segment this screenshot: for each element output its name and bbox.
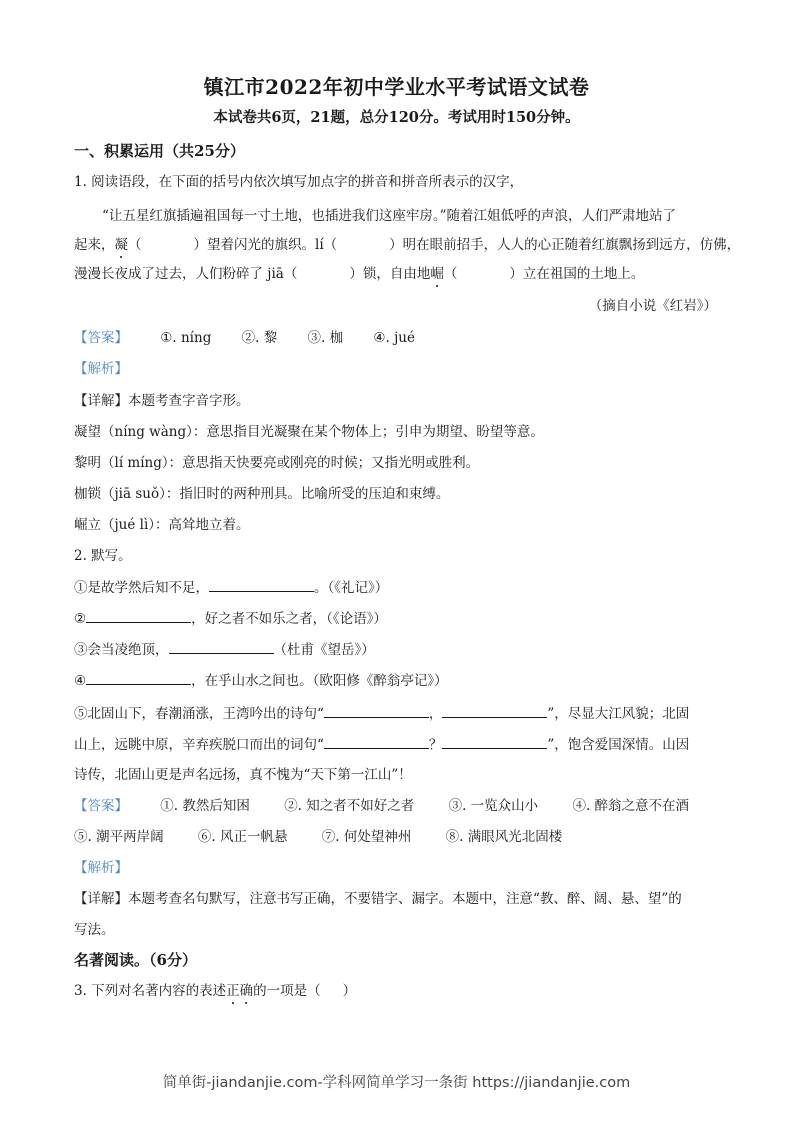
text-segment: ①是故学然后知不足， [74,580,209,596]
answer-label: 【答案】 [74,798,128,814]
footer-watermark: 简单街-jiandanjie.com-学科网简单学习一条街 https://jiandanjie.com [162,1075,631,1091]
answer-item: ③. 一览众山小 [448,798,539,814]
q2-answer-row-2 [74,828,562,846]
q2-prompt: 2. 默写。 [74,548,132,564]
page-subtitle: 本试卷共6页，21题，总分120分。考试用时150分钟。 [213,109,580,126]
analysis-label: 【解析】 [74,361,128,377]
dotted-char: 崛 [430,266,444,282]
answer-item: ②. 黎 [241,330,278,346]
answer-item: ①. 教然后知困 [160,798,250,814]
q1-explanation: 枷锁（jiā suǒ）：指旧时的两种刑具。比喻所受的压迫和束缚。 [74,486,450,502]
q2-item-4 [74,671,448,690]
text-segment: ④ [74,673,87,689]
q1-passage-line-1: “让五星红旗插遍祖国每一寸土地，也插进我们这座牢房。”随着江姐低呼的声浪，人们严肃地站了 [102,208,677,224]
q1-source: （摘自小说《红岩》） [588,298,717,314]
q2-answer-row-1 [74,797,689,815]
text-segment: 山上，远眺中原，辛弃疾脱口而出的词句“ [74,737,324,753]
answer-item: ⑧. 满眼风光北固楼 [445,829,563,845]
text-segment: （ [443,266,458,282]
q1-answer-row [74,329,441,347]
fill-blank[interactable] [209,578,314,592]
answer-item: ⑦. 何处望神州 [321,829,412,845]
fill-blank[interactable] [169,640,274,654]
text-segment: ，好之者不如乐之者，（《论语》） [191,611,387,627]
q1-passage-line-2 [74,236,740,254]
fill-blank[interactable] [442,704,547,718]
text-segment: ”，尽显大江风貌；北固 [547,706,690,722]
text-segment: ）锁，自由地 [349,266,431,282]
q2-item-5-line-3: 诗传，北固山更是声名远扬，真不愧为“天下第一江山”！ [74,767,412,783]
dotted-char: 凝 [114,237,128,253]
q1-prompt: 1. 阅读语段，在下面的括号内依次填写加点字的拼音和拼音所表示的汉字， [74,174,524,190]
text-segment: 的一项是（ [253,983,321,999]
text-segment: 起来， [74,237,115,253]
analysis-label: 【解析】 [74,860,128,876]
q2-item-1 [74,578,388,597]
q1-passage-line-3 [74,265,644,283]
text-segment: ，在乎山水之间也。（欧阳修《醉翁亭记》） [191,673,448,689]
q2-item-3 [74,640,375,659]
fill-blank[interactable] [324,735,429,749]
section-heading-2: 名著阅读。（6分） [74,951,197,969]
text-segment: ② [74,611,87,627]
q1-explanation: 崛立（jué lì）：高耸地立着。 [74,517,250,533]
q2-detail-line-1: 【详解】本题考查名句默写，注意书写正确，不要错字、漏字。本题中，注意“教、醉、阔、悬、望”的 [74,891,682,907]
fill-blank[interactable] [86,609,191,623]
text-segment: ， [428,706,443,722]
answer-item: ②. 知之者不如好之者 [284,798,415,814]
text-segment: ？ [428,737,443,753]
text-segment: ）立在祖国的土地上。 [509,266,645,282]
section-heading-1: 一、积累运用（共25分） [74,142,245,160]
text-segment: ③会当凌绝顶， [74,642,169,658]
q2-item-5-line-2 [74,735,689,754]
q2-detail-line-2: 写法。 [74,922,115,938]
q1-detail: 【详解】本题考查字音字形。 [74,393,250,409]
answer-item: ③. 枷 [307,330,344,346]
text-segment: ）明在眼前招手，人人的心正随着红旗飘扬到远方，仿佛， [389,237,741,253]
answer-item: ⑤. 潮平两岸阔 [74,829,164,845]
q1-explanation: 黎明（lí míng）：意思指天快要亮或刚亮的时候；又指光明或胜利。 [74,455,480,471]
text-segment: 。（《礼记》） [314,580,389,596]
q2-item-5-line-1 [74,704,689,723]
text-segment: ⑤北固山下，春潮涌涨，王湾吟出的诗句“ [74,706,324,722]
text-segment: ） [342,983,357,999]
text-segment: ）望着闪光的旗织。lí（ [193,237,338,253]
page-title: 镇江市2022年初中学业水平考试语文试卷 [203,75,590,99]
fill-blank[interactable] [324,704,429,718]
text-segment: 漫漫长夜成了过去，人们粉碎了 jiā（ [74,266,298,282]
answer-item: ④. jué [373,330,415,346]
q2-item-2 [74,609,387,628]
q1-explanation: 凝望（níng wàng）：意思指目光凝聚在某个物体上；引申为期望、盼望等意。 [74,424,544,440]
answer-item: ①. níng [160,330,212,346]
text-segment: （杜甫《望岳》） [273,642,375,658]
text-segment: ”，饱含爱国深情。山因 [547,737,690,753]
answer-item: ⑥. 风正一帆悬 [197,829,288,845]
dotted-char: 确 [239,983,254,999]
fill-blank[interactable] [86,671,191,685]
text-segment: 3. 下列对名著内容的表述 [74,983,227,999]
answer-label: 【答案】 [74,330,128,346]
text-segment: （ [128,237,142,253]
answer-item: ④. 醉翁之意不在酒 [572,798,690,814]
q3-prompt [74,982,356,1000]
dotted-char: 正 [226,983,240,999]
fill-blank[interactable] [442,735,547,749]
